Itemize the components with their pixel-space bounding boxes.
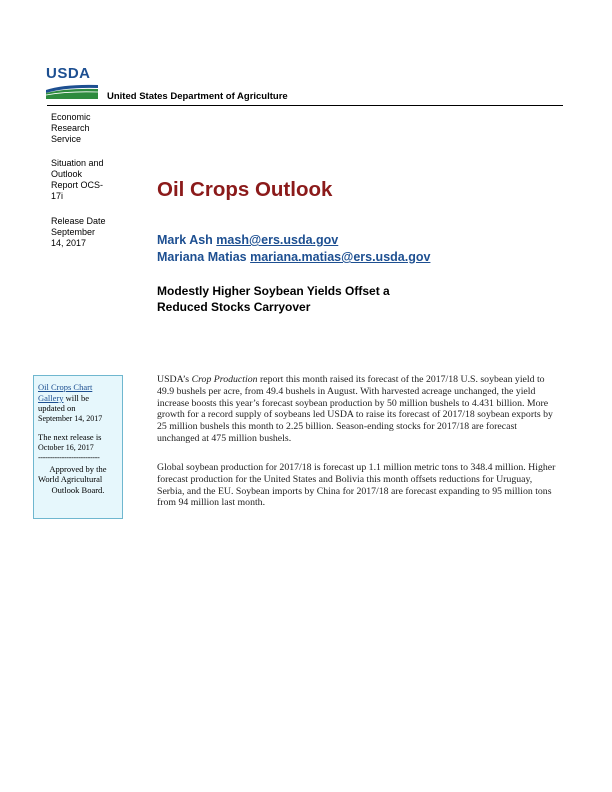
info-box <box>33 375 123 519</box>
crop-production-title: Crop Production <box>191 374 258 385</box>
box-approval-line: World Agricultural <box>38 474 103 484</box>
agency-block <box>51 112 126 145</box>
box-next-release-date: October 16, 2017 <box>38 442 94 452</box>
agency-line: Research <box>51 123 90 133</box>
box-text: will be <box>63 392 89 403</box>
box-divider: -------------------------- <box>38 453 100 462</box>
author-name: Mark Ash <box>157 233 213 247</box>
report-title: Oil Crops Outlook <box>157 178 333 201</box>
author-row <box>157 232 430 249</box>
release-line: 14, 2017 <box>51 238 87 248</box>
usda-logo <box>46 66 98 100</box>
box-approval-line: Approved by the <box>49 463 107 474</box>
paragraph-text: Global soybean production for 2017/18 is forecast up 1.1 million metric tons to 348.4 million. Higher forecast production for the United States and Bolivia this month offsets reductions for Uruguay, Serbia, and the EU. Soybean imports by China for 2017/18 are forecast expanding to 95 million tons from 94 million last month. <box>157 462 556 509</box>
release-date-block <box>51 216 126 249</box>
report-number-block <box>51 158 126 202</box>
subtitle-line: Reduced Stocks Carryover <box>157 300 311 314</box>
box-approval-line: Outlook Board. <box>51 484 105 495</box>
usda-logo-swoosh-icon <box>46 82 98 99</box>
author-email-link[interactable]: mash@ers.usda.gov <box>216 233 339 247</box>
report-line: Outlook <box>51 169 83 179</box>
report-line: Situation and <box>51 158 104 168</box>
body-paragraph-2 <box>157 462 561 509</box>
box-text: updated on <box>38 403 76 413</box>
release-line: September <box>51 227 96 237</box>
box-update-date: September 14, 2017 <box>38 413 103 423</box>
report-line: Report OCS- <box>51 180 104 190</box>
department-name: United States Department of Agriculture <box>107 91 288 102</box>
chart-gallery-link[interactable]: Gallery <box>38 392 64 403</box>
author-row <box>157 249 430 266</box>
agency-line: Economic <box>51 112 91 122</box>
usda-logo-text: USDA <box>46 65 91 82</box>
author-name: Mariana Matias <box>157 250 247 264</box>
release-line: Release Date <box>51 216 106 226</box>
paragraph-text: report this month raised its forecast of the 2017/18 U.S. soybean yield to 49.9 bushels per acre, from 49.4 bushels in August. With harvested acreage unchanged, the yield increase boosts this year’s forecast soybean production by 50 million bushels to 4.431 billion. More growth for a record supply of soybeans led USDA to raise its forecast of 2017/18 soybean exports by 25 million bushels this month to 2.25 billion. Season-ending stocks for 2017/18 are forecast unchanged at 475 million bushels. <box>157 374 553 444</box>
body-paragraph-1 <box>157 374 561 445</box>
header-rule <box>47 105 563 106</box>
report-line: 17i <box>51 191 64 201</box>
report-subtitle <box>157 283 457 315</box>
chart-gallery-link[interactable]: Oil Crops Chart <box>38 382 93 392</box>
author-email-link[interactable]: mariana.matias@ers.usda.gov <box>250 250 431 264</box>
subtitle-line: Modestly Higher Soybean Yields Offset a <box>157 284 390 298</box>
agency-line: Service <box>51 134 82 144</box>
box-text: The next release is <box>38 432 102 442</box>
paragraph-text: USDA’s <box>157 374 192 385</box>
authors-block <box>157 232 430 266</box>
